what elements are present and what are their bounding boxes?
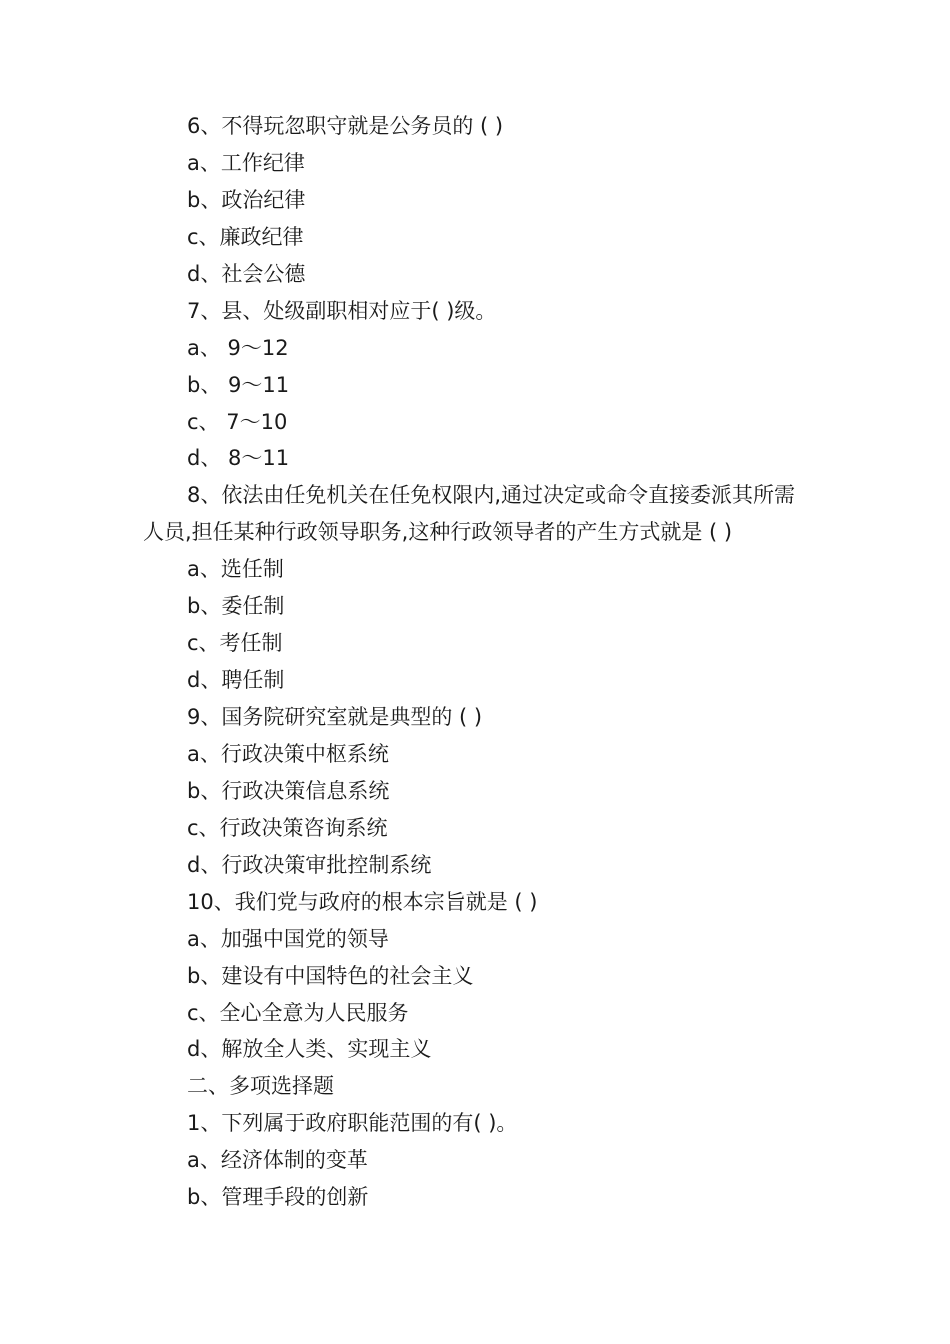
text-line: 6、不得玩忽职守就是公务员的 ( ) [187,114,504,138]
text-line: a、经济体制的变革 [187,1148,368,1173]
text-line: a、选任制 [187,557,284,582]
text-line: a、工作纪律 [187,150,305,175]
text-line: a、 9～12 [187,335,289,360]
text-line: b、委任制 [187,594,285,619]
text-line: a、行政决策中枢系统 [187,741,389,766]
text-line: c、行政决策咨询系统 [187,815,388,840]
text-line: b、行政决策信息系统 [187,778,390,803]
text-line: d、 8～11 [187,446,290,471]
text-line: c、 7～10 [187,409,288,434]
text-line: b、建设有中国特色的社会主义 [187,963,474,988]
text-line: b、 9～11 [187,372,290,397]
text-line: c、全心全意为人民服务 [187,1000,409,1025]
text-line: d、行政决策审批控制系统 [187,852,432,877]
question-paragraph: 8、依法由任免机关在任免权限内,通过决定或命令直接委派其所需人员,担任某种行政领导职务,这种行政领导者的产生方式就是 ( ) [143,483,796,545]
document-body [143,108,813,1216]
text-line: a、加强中国党的领导 [187,926,389,951]
text-line: 9、国务院研究室就是典型的 ( ) [187,705,483,730]
text-line: 7、县、处级副职相对应于( )级。 [187,298,497,323]
text-line: d、聘任制 [187,668,285,693]
text-line: b、管理手段的创新 [187,1185,369,1210]
text-line: 1、下列属于政府职能范围的有( )。 [187,1111,518,1136]
text-line: c、廉政纪律 [187,224,304,249]
text-line: 10、我们党与政府的根本宗旨就是 ( ) [187,889,538,914]
text-line: d、社会公德 [187,261,306,286]
text-line: d、解放全人类、实现主义 [187,1037,432,1062]
text-line: 二、多项选择题 [187,1074,334,1099]
text-line: b、政治纪律 [187,187,306,212]
text-line: c、考任制 [187,631,283,656]
